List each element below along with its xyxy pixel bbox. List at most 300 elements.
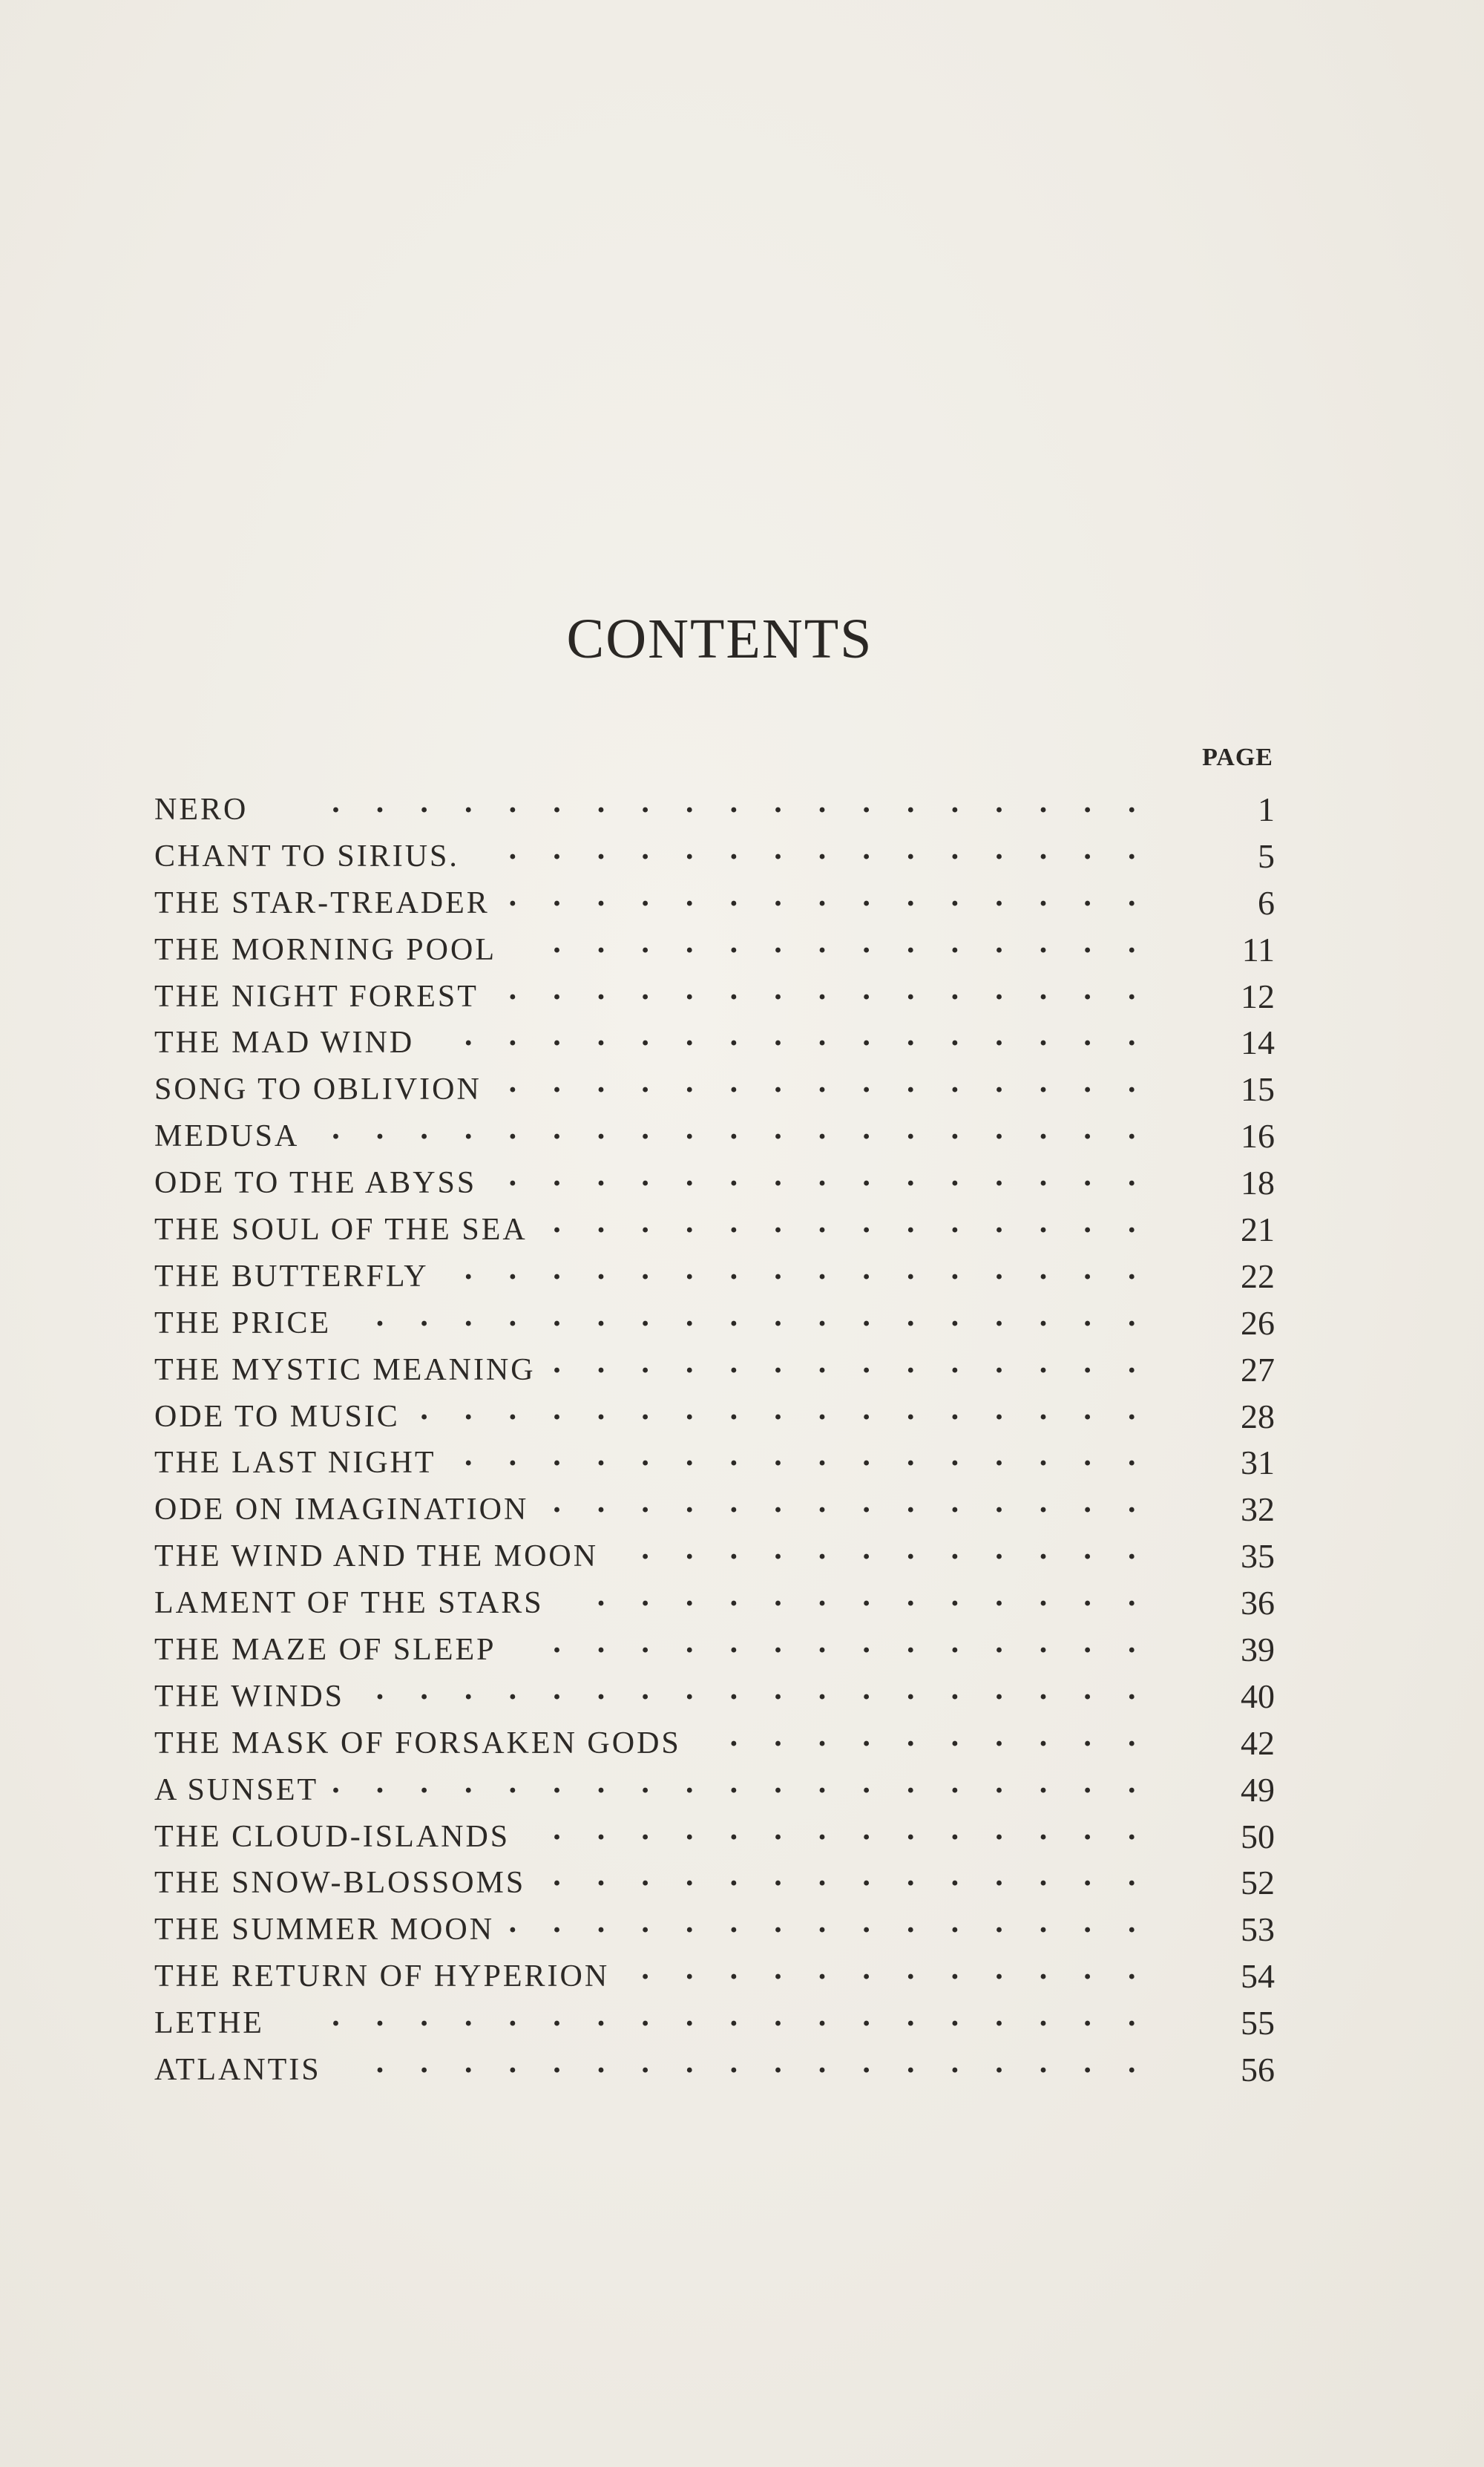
leader-dot: . [1039,1580,1048,1613]
toc-entry-page-number: 55 [1241,2004,1275,2042]
leader-dot: . [995,833,1003,866]
leader-dot: . [553,926,561,960]
leader-dot: . [1039,1673,1048,1706]
leader-dot: . [420,787,428,819]
leader-dot: . [420,1766,428,1800]
leader-dot: . [508,1067,517,1100]
leader-dot: . [1128,1346,1136,1380]
leader-dot: . [508,1907,517,1940]
leader-dot: . [818,1813,827,1847]
leader-dot: . [597,1673,605,1706]
toc-entry-title: ODE TO THE ABYSS [154,1166,477,1201]
table-of-contents [154,787,1275,2094]
leader-dot: . [1128,1207,1136,1240]
leader-dot: . [641,2000,649,2034]
leader-dot: . [818,1020,827,1053]
leader-dot: . [995,1160,1003,1193]
leader-dot: . [1128,2047,1136,2080]
leader-dot: . [995,1907,1003,1940]
leader-dot: . [1128,1440,1136,1473]
leader-dot: . [553,1160,561,1193]
leader-dot: . [332,1113,340,1147]
leader-dot: . [420,1113,428,1147]
leader-dot: . [1039,1813,1048,1847]
leader-dot: . [729,1813,738,1847]
leader-dot: . [995,1766,1003,1800]
leader-dot: . [951,1300,959,1333]
leader-dot: . [508,973,517,1006]
leader-dot: . [641,1253,649,1286]
leader-dot: . [1083,2047,1091,2080]
leader-dot: . [1039,879,1048,913]
leader-dot: . [641,1953,649,1987]
leader-dot: . [907,1393,915,1426]
leader-dot: . [1128,1860,1136,1893]
leader-dot: . [464,2000,473,2034]
leader-dot: . [686,1953,694,1987]
leader-dot: . [464,1113,473,1147]
leader-dot: . [818,1253,827,1286]
leader-dot: . [597,1113,605,1147]
leader-dot: . [729,2000,738,2034]
leader-dot: . [464,1393,473,1426]
toc-entry [154,1300,1275,1347]
leader-dot: . [1083,1207,1091,1240]
toc-entry-page-number: 35 [1241,1537,1275,1576]
leader-dot: . [862,973,870,1006]
toc-entry-page-number: 21 [1241,1210,1275,1249]
toc-entry-page-number: 22 [1241,1257,1275,1295]
leader-dot: . [995,879,1003,913]
toc-entry-title: THE MAZE OF SLEEP [154,1633,496,1668]
toc-entry [154,2000,1275,2047]
leader-dot: . [995,926,1003,960]
leader-dot: . [951,1253,959,1286]
leader-dot: . [597,1346,605,1380]
leader-dot: . [597,926,605,960]
leader-dot: . [1083,1860,1091,1893]
leader-dot: . [641,1813,649,1847]
leader-dot: . [597,1160,605,1193]
leader-dot: . [508,1766,517,1800]
leader-dot: . [1083,1067,1091,1100]
leader-dot: . [553,1627,561,1660]
leader-dot: . [464,2047,473,2080]
leader-dot: . [641,787,649,819]
leader-dot: . [862,833,870,866]
leader-dot: . [375,1113,384,1147]
leader-dot: . [1039,1207,1048,1240]
toc-entry [154,927,1275,974]
leader-dot: . [951,1627,959,1660]
leader-dot: . [995,1860,1003,1893]
leader-dot: . [1083,1533,1091,1567]
leader-dot: . [951,1160,959,1193]
leader-dot: . [907,1487,915,1520]
toc-entry-title: THE WINDS [154,1679,345,1714]
leader-dot: . [818,1300,827,1333]
leader-dot: . [641,1766,649,1800]
toc-entry [154,1580,1275,1627]
leader-dot: . [774,1207,782,1240]
leader-dot: . [862,1907,870,1940]
leader-dot: . [597,833,605,866]
leader-dot: . [686,1766,694,1800]
leader-dot: . [641,1393,649,1426]
leader-dot: . [729,1720,738,1753]
leader-dot: . [686,1113,694,1147]
leader-dot: . [862,1346,870,1380]
leader-dot: . [641,1440,649,1473]
leader-dot: . [420,1393,428,1426]
toc-entry-title: THE PRICE [154,1305,332,1340]
leader-dot: . [729,1487,738,1520]
leader-dot: . [951,1953,959,1987]
leader-dot: . [1039,1253,1048,1286]
leader-dot: . [641,1580,649,1613]
toc-entry-title: SONG TO OBLIVION [154,1072,482,1107]
leader-dot: . [1039,1113,1048,1147]
leader-dot: . [862,879,870,913]
toc-entry [154,2047,1275,2094]
leader-dot: . [686,1300,694,1333]
toc-entry-page-number: 5 [1258,836,1275,875]
leader-dot: . [597,1487,605,1520]
leader-dot: . [951,926,959,960]
toc-entry-page-number: 32 [1241,1490,1275,1529]
leader-dot: . [729,1627,738,1660]
leader-dot: . [1083,1440,1091,1473]
toc-entry-page-number: 15 [1241,1070,1275,1109]
toc-entry-title: THE SUMMER MOON [154,1913,495,1947]
toc-entry [154,1113,1275,1160]
leader-dot: . [686,2000,694,2034]
leader-dot: . [951,1720,959,1753]
leader-dot: . [951,1393,959,1426]
leader-dot: . [1083,1487,1091,1520]
leader-dot: . [774,1020,782,1053]
toc-entry-title: THE NIGHT FOREST [154,979,479,1014]
leader-dot: . [995,2047,1003,2080]
leader-dot: . [553,1766,561,1800]
leader-dot: . [686,973,694,1006]
leader-dot: . [907,973,915,1006]
leader-dot: . [1039,1627,1048,1660]
toc-entry-title: LAMENT OF THE STARS [154,1586,544,1621]
toc-entry-title: THE MAD WIND [154,1026,415,1061]
leader-dot: . [907,1160,915,1193]
leader-dot: . [995,1067,1003,1100]
leader-dot: . [729,926,738,960]
toc-entry-title: MEDUSA [154,1119,300,1154]
leader-dot: . [907,1020,915,1053]
leader-dot: . [1039,973,1048,1006]
leader-dot: . [729,1673,738,1706]
leader-dot: . [553,1300,561,1333]
leader-dot: . [774,1487,782,1520]
leader-dot: . [375,787,384,819]
leader-dot: . [464,787,473,819]
toc-entry-title: THE MASK OF FORSAKEN GODS [154,1726,681,1760]
leader-dot: . [597,879,605,913]
leader-dot: . [729,1533,738,1567]
leader-dot: . [686,1907,694,1940]
leader-dot: . [818,2047,827,2080]
leader-dot: . [553,1487,561,1520]
toc-entry [154,1440,1275,1487]
leader-dot: . [332,787,340,819]
leader-dot: . [553,1067,561,1100]
leader-dot: . [729,1300,738,1333]
toc-entry [154,1814,1275,1861]
leader-dot: . [686,787,694,819]
leader-dot: . [1128,1113,1136,1147]
leader-dot: . [1128,833,1136,866]
leader-dot: . [641,1533,649,1567]
leader-dot: . [862,1766,870,1800]
leader-dot: . [553,1346,561,1380]
leader-dot: . [464,1766,473,1800]
leader-dot: . [686,1067,694,1100]
toc-entry [154,880,1275,927]
leader-dot: . [1039,1020,1048,1053]
leader-dot: . [995,1953,1003,1987]
leader-dot: . [862,1113,870,1147]
leader-dot: . [862,926,870,960]
leader-dot: . [862,787,870,819]
toc-entry-title: LETHE [154,2006,264,2041]
leader-dot: . [1083,833,1091,866]
leader-dot: . [774,879,782,913]
leader-dot: . [1128,1953,1136,1987]
leader-dot: . [995,1440,1003,1473]
leader-dot: . [686,2047,694,2080]
leader-dot: . [597,1627,605,1660]
leader-dot: . [774,1300,782,1333]
leader-dot: . [729,1207,738,1240]
leader-dot: . [1083,1953,1091,1987]
leader-dot: . [774,973,782,1006]
leader-dot: . [774,2047,782,2080]
toc-entry-title: ODE TO MUSIC [154,1399,400,1434]
leader-dot: . [686,1813,694,1847]
leader-dot: . [774,1860,782,1893]
leader-dot: . [907,1907,915,1940]
toc-entry-title: THE SNOW-BLOSSOMS [154,1866,526,1901]
leader-dot: . [774,1580,782,1613]
toc-entry-title: THE MORNING POOL [154,932,496,967]
dot-leader [154,2000,1193,2047]
leader-dot: . [1083,1813,1091,1847]
leader-dot: . [375,2047,384,2080]
leader-dot: . [862,1720,870,1753]
toc-entry-title: THE BUTTERFLY [154,1259,429,1294]
leader-dot: . [818,1720,827,1753]
leader-dot: . [686,1860,694,1893]
toc-entry [154,1860,1275,1907]
leader-dot: . [553,1020,561,1053]
leader-dot: . [818,1113,827,1147]
toc-entry-page-number: 42 [1241,1723,1275,1762]
leader-dot: . [774,1766,782,1800]
leader-dot: . [641,973,649,1006]
leader-dot: . [641,879,649,913]
toc-entry-page-number: 18 [1241,1164,1275,1202]
toc-entry [154,1207,1275,1254]
leader-dot: . [1128,1673,1136,1706]
leader-dot: . [774,1907,782,1940]
leader-dot: . [818,879,827,913]
toc-entry [154,1907,1275,1953]
leader-dot: . [729,1113,738,1147]
leader-dot: . [774,1533,782,1567]
leader-dot: . [641,1860,649,1893]
toc-entry-page-number: 31 [1241,1444,1275,1482]
leader-dot: . [907,1300,915,1333]
leader-dot: . [597,1813,605,1847]
leader-dot: . [862,2047,870,2080]
leader-dot: . [907,1253,915,1286]
leader-dot: . [951,1673,959,1706]
leader-dot: . [951,1207,959,1240]
leader-dot: . [641,1160,649,1193]
leader-dot: . [774,1440,782,1473]
leader-dot: . [1039,1440,1048,1473]
toc-entry-title: ODE ON IMAGINATION [154,1493,529,1527]
page-title: CONTENTS [566,608,873,670]
toc-entry-page-number: 26 [1241,1303,1275,1342]
leader-dot: . [553,2000,561,2034]
leader-dot: . [818,1673,827,1706]
leader-dot: . [729,833,738,866]
leader-dot: . [951,833,959,866]
leader-dot: . [774,1346,782,1380]
leader-dot: . [1039,833,1048,866]
leader-dot: . [597,1020,605,1053]
leader-dot: . [907,1113,915,1147]
leader-dot: . [1083,1300,1091,1333]
leader-dot: . [774,1253,782,1286]
leader-dot: . [1083,2000,1091,2034]
leader-dot: . [862,1813,870,1847]
leader-dot: . [1128,1067,1136,1100]
leader-dot: . [1128,1720,1136,1753]
toc-entry-title: THE SOUL OF THE SEA [154,1213,528,1248]
leader-dot: . [332,1766,340,1800]
leader-dot: . [818,1160,827,1193]
leader-dot: . [686,1253,694,1286]
leader-dot: . [508,1253,517,1286]
leader-dot: . [818,973,827,1006]
leader-dot: . [818,1953,827,1987]
toc-entry-page-number: 1 [1258,790,1275,828]
toc-entry-page-number: 39 [1241,1631,1275,1669]
leader-dot: . [686,1627,694,1660]
leader-dot: . [641,1346,649,1380]
leader-dot: . [1083,1253,1091,1286]
leader-dot: . [686,833,694,866]
leader-dot: . [1039,1393,1048,1426]
leader-dot: . [1083,1720,1091,1753]
leader-dot: . [686,1673,694,1706]
toc-entry [154,1160,1275,1207]
leader-dot: . [464,1253,473,1286]
leader-dot: . [597,2047,605,2080]
toc-entry-page-number: 56 [1241,2051,1275,2089]
leader-dot: . [774,1113,782,1147]
leader-dot: . [597,1300,605,1333]
leader-dot: . [420,1300,428,1333]
leader-dot: . [951,1440,959,1473]
leader-dot: . [818,1860,827,1893]
toc-entry-title: CHANT TO SIRIUS. [154,839,459,874]
leader-dot: . [686,1393,694,1426]
leader-dot: . [995,1113,1003,1147]
leader-dot: . [1083,787,1091,819]
leader-dot: . [1128,879,1136,913]
leader-dot: . [1083,1907,1091,1940]
leader-dot: . [729,1020,738,1053]
leader-dot: . [951,1487,959,1520]
leader-dot: . [641,1627,649,1660]
toc-entry [154,1674,1275,1720]
leader-dot: . [729,787,738,819]
toc-entry-page-number: 54 [1241,1957,1275,1996]
toc-entry [154,1767,1275,1814]
leader-dot: . [641,926,649,960]
leader-dot: . [641,2047,649,2080]
leader-dot: . [729,879,738,913]
leader-dot: . [686,1207,694,1240]
leader-dot: . [1083,1627,1091,1660]
leader-dot: . [1039,1533,1048,1567]
leader-dot: . [907,833,915,866]
leader-dot: . [818,833,827,866]
leader-dot: . [818,1067,827,1100]
leader-dot: . [553,1113,561,1147]
leader-dot: . [862,1953,870,1987]
leader-dot: . [1083,1160,1091,1193]
leader-dot: . [995,1300,1003,1333]
toc-entry-page-number: 27 [1241,1350,1275,1389]
leader-dot: . [818,1580,827,1613]
leader-dot: . [553,1813,561,1847]
toc-entry-page-number: 40 [1241,1677,1275,1715]
leader-dot: . [686,1580,694,1613]
dot-leader [154,787,1193,833]
leader-dot: . [951,1067,959,1100]
leader-dot: . [420,2047,428,2080]
leader-dot: . [907,2047,915,2080]
leader-dot: . [951,1580,959,1613]
leader-dot: . [907,1766,915,1800]
leader-dot: . [995,1393,1003,1426]
leader-dot: . [553,1673,561,1706]
leader-dot: . [729,1766,738,1800]
leader-dot: . [641,1207,649,1240]
leader-dot: . [862,2000,870,2034]
leader-dot: . [597,787,605,819]
leader-dot: . [641,1067,649,1100]
leader-dot: . [951,1346,959,1380]
toc-entry [154,1067,1275,1113]
leader-dot: . [774,2000,782,2034]
leader-dot: . [1128,1020,1136,1053]
leader-dot: . [818,1533,827,1567]
leader-dot: . [1128,1253,1136,1286]
leader-dot: . [553,787,561,819]
leader-dot: . [686,879,694,913]
